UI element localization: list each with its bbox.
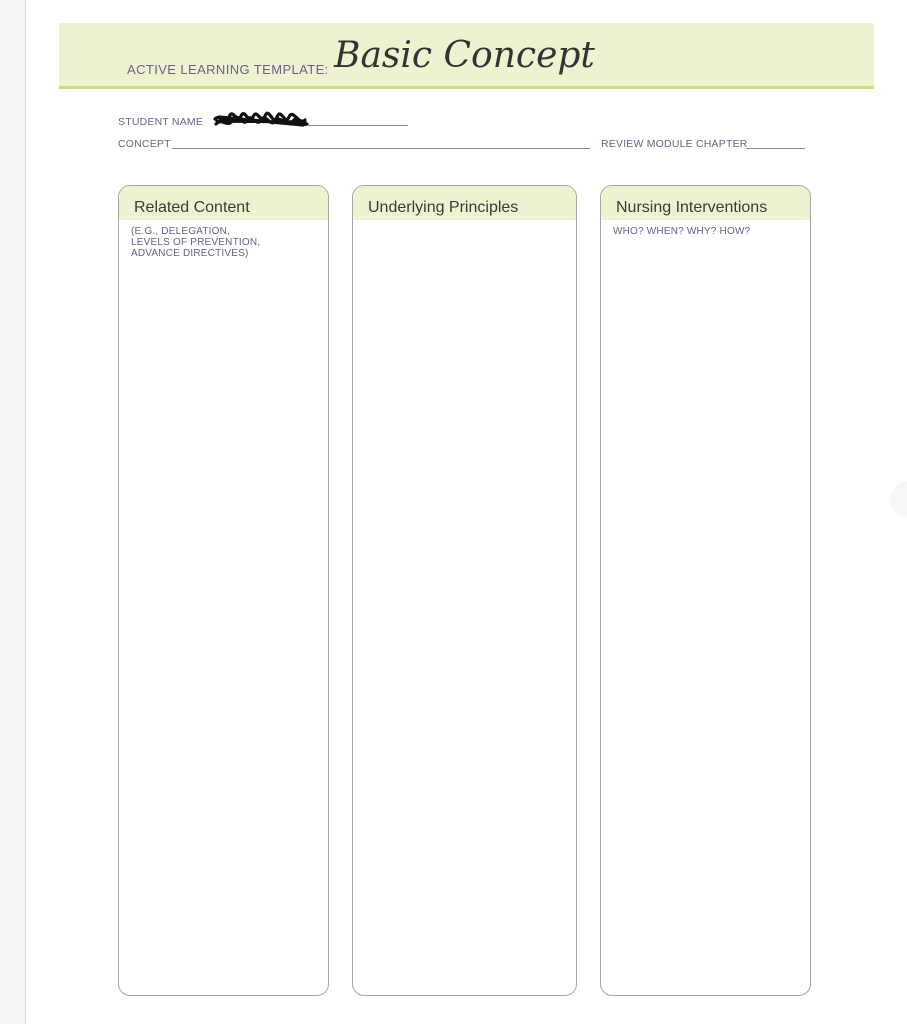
worksheet-page <box>26 0 907 1024</box>
template-title: Basic Concept <box>334 35 595 76</box>
underlying-principles-title: Underlying Principles <box>368 199 519 216</box>
student-name-label: STUDENT NAME <box>118 116 204 128</box>
related-content-title: Related Content <box>134 199 250 216</box>
related-content-note <box>131 226 328 259</box>
review-module-line[interactable] <box>746 148 805 149</box>
left-sidebar <box>0 0 26 1024</box>
template-label: ACTIVE LEARNING TEMPLATE: <box>127 62 329 77</box>
related-content-column <box>118 185 329 996</box>
nursing-interventions-title: Nursing Interventions <box>616 199 768 216</box>
note-line: WHO? WHEN? WHY? HOW? <box>613 226 751 237</box>
concept-line[interactable] <box>172 148 590 149</box>
underlying-principles-column <box>352 185 577 996</box>
nursing-interventions-header <box>601 186 810 220</box>
concept-label: CONCEPT <box>118 138 171 150</box>
related-content-header <box>119 186 328 220</box>
note-line: ADVANCE DIRECTIVES) <box>131 248 249 259</box>
note-line: LEVELS OF PREVENTION, <box>131 237 261 248</box>
underlying-principles-header <box>353 186 576 220</box>
redacted-name-scribble <box>213 111 309 131</box>
note-line: (E.G., DELEGATION, <box>131 226 230 237</box>
nursing-interventions-column <box>600 185 811 996</box>
review-module-label: REVIEW MODULE CHAPTER <box>601 138 748 150</box>
template-header <box>59 23 874 89</box>
student-name-line[interactable] <box>308 125 408 126</box>
nursing-interventions-note <box>613 226 810 237</box>
